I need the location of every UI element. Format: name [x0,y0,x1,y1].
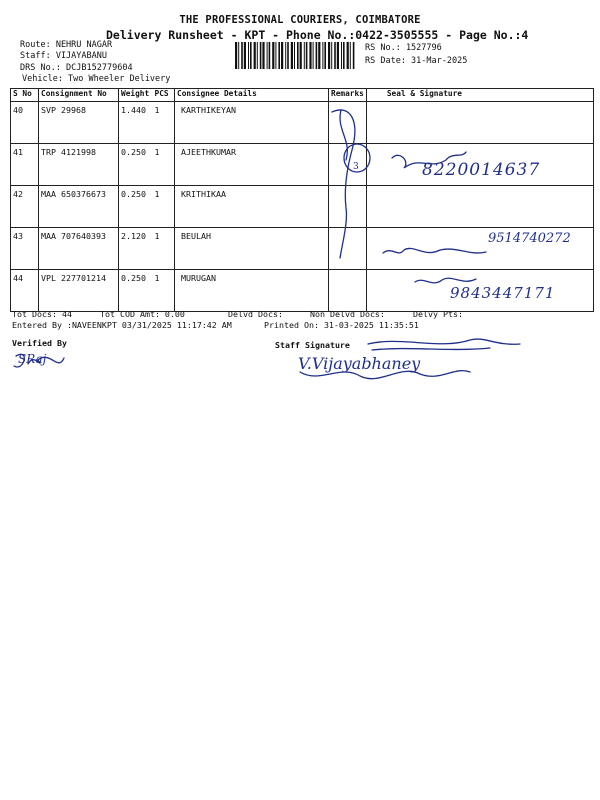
cell-consignment: SVP 29968 [39,102,119,144]
staff-strike-scribble [368,339,520,350]
cell-pcs: 1 [153,186,175,228]
staff-signature-label: Staff Signature [275,340,350,350]
col-header-weight: Weight [119,89,153,102]
delivered-docs: Delvd Docs: [228,309,283,319]
remark-scribble [332,110,355,258]
non-delivered-docs: Non Delvd Docs: [310,309,385,319]
cell-sno: 41 [11,144,39,186]
cell-weight: 1.440 [119,102,153,144]
cell-consignment: MAA 650376673 [39,186,119,228]
rs-number: RS No.: 1527796 [365,43,442,53]
rs-date: RS Date: 31-Mar-2025 [365,56,468,66]
entered-by: Entered By :NAVEENKPT 03/31/2025 11:17:42 AM [12,320,232,330]
total-docs: Tot Docs: 44 [12,309,72,319]
cell-sno: 44 [11,270,39,312]
col-header-seal: Seal & Signature [366,89,593,102]
col-header-consignment: Consignment No [39,89,119,102]
total-cod-amount: Tot COD Amt: 0.00 [100,309,185,319]
remark-number: 3 [353,162,359,172]
signature-scribble-43 [383,248,486,253]
col-header-pcs: PCS [153,89,175,102]
cell-consignee: AJEETHKUMAR [175,144,329,186]
cell-sno: 42 [11,186,39,228]
cell-weight: 0.250 [119,144,153,186]
company-title: THE PROFESSIONAL COURIERS, COIMBATORE [179,14,421,26]
handwritten-phone-41: 8220014637 [422,160,541,180]
col-header-consignee: Consignee Details [175,89,329,102]
col-header-remarks: Remarks [329,89,367,102]
cell-weight: 0.250 [119,270,153,312]
cell-pcs: 1 [153,270,175,312]
handwritten-verified-signature: SRaj [18,352,47,366]
verified-by-label: Verified By [12,338,67,348]
runsheet-subtitle: Delivery Runsheet - KPT - Phone No.:0422-3505555 - Page No.:4 [106,28,529,42]
cell-consignee: MURUGAN [175,270,329,312]
cell-consignment: MAA 707640393 [39,228,119,270]
cell-pcs: 1 [153,144,175,186]
cell-pcs: 1 [153,102,175,144]
cell-weight: 2.120 [119,228,153,270]
printed-on: Printed On: 31-03-2025 11:35:51 [264,320,419,330]
cell-consignee: KRITHIKAA [175,186,329,228]
cell-consignment: VPL 227701214 [39,270,119,312]
route-label: Route: NEHRU NAGAR [20,40,113,50]
cell-pcs: 1 [153,228,175,270]
drs-number: DRS No.: DCJB152779604 [20,63,133,73]
delivery-points: Delvy Pts: [413,309,463,319]
signature-scribble-44 [415,278,476,283]
cell-weight: 0.250 [119,186,153,228]
cell-consignee: BEULAH [175,228,329,270]
handwritten-staff-signature: V.Vijayabhaney [298,354,421,373]
handwritten-phone-43: 9514740272 [488,231,571,246]
handwritten-phone-44: 9843447171 [450,284,556,302]
cell-consignee: KARTHIKEYAN [175,102,329,144]
cell-sno: 43 [11,228,39,270]
cell-sno: 40 [11,102,39,144]
col-header-sno: S No [11,89,39,102]
cell-consignment: TRP 4121998 [39,144,119,186]
staff-label: Staff: VIJAYABANU [20,51,107,61]
vehicle-label: Vehicle: Two Wheeler Delivery [22,74,171,84]
